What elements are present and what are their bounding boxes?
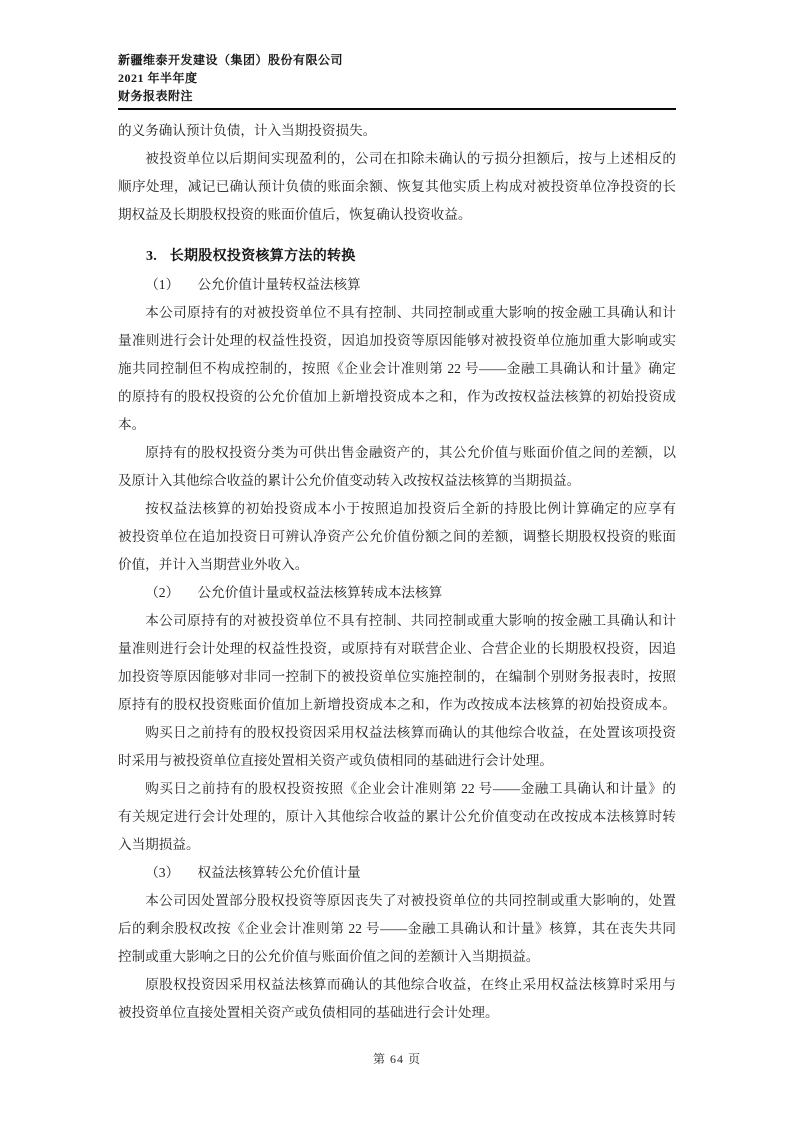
document-body <box>118 117 676 1027</box>
body-line: 施共同控制但不构成控制的，按照《企业会计准则第 22 号——金融工具确认和计量》确定 <box>118 361 676 376</box>
body-line: 入当期损益。 <box>118 837 200 852</box>
subsection-number: （1） <box>145 277 180 292</box>
body-line: 有关规定进行会计处理的，原计入其他综合收益的累计公允价值变动在改按成本法核算时转 <box>118 809 676 824</box>
header-divider-line <box>118 108 676 110</box>
body-line: 加投资等原因能够对非同一控制下的被投资单位实施控制的，在编制个别财务报表时，按照 <box>118 669 676 684</box>
subsection-title: 公允价值计量或权益法核算转成本法核算 <box>197 585 443 600</box>
body-line: 控制或重大影响之日的公允价值与账面价值之间的差额计入当期损益。 <box>118 949 540 964</box>
body-line: 量准则进行会计处理的权益性投资，或原持有对联营企业、合营企业的长期股权投资，因追 <box>118 641 676 656</box>
body-line: 的原持有的股权投资的公允价值加上新增投资成本之和，作为改按权益法核算的初始投资成 <box>118 389 676 404</box>
subsection-number: （2） <box>145 585 180 600</box>
body-line: 量准则进行会计处理的权益性投资，因追加投资等原因能够对被投资单位施加重大影响或实 <box>118 333 676 348</box>
section-heading <box>118 243 676 271</box>
body-line: 本公司原持有的对被投资单位不具有控制、共同控制或重大影响的按金融工具确认和计 <box>145 305 676 320</box>
body-line: 按权益法核算的初始投资成本小于按照追加投资后全新的持股比例计算确定的应享有 <box>145 501 676 516</box>
body-line: 原持有的股权投资分类为可供出售金融资产的，其公允价值与账面价值之间的差额，以 <box>145 445 676 460</box>
body-line: 原股权投资因采用权益法核算而确认的其他综合收益，在终止采用权益法核算时采用与 <box>145 977 676 992</box>
body-line: 被投资单位以后期间实现盈利的，公司在扣除未确认的亏损分担额后，按与上述相反的 <box>145 151 676 166</box>
body-line: 购买日之前持有的股权投资按照《企业会计准则第 22 号——金融工具确认和计量》的 <box>145 781 676 796</box>
body-line: 及原计入其他综合收益的累计公允价值变动转入改按权益法核算的当期损益。 <box>118 473 581 488</box>
body-line: 本。 <box>118 417 146 432</box>
body-line: 价值，并计入当期营业外收入。 <box>118 557 309 572</box>
body-line: 期权益及长期股权投资的账面价值后，恢复确认投资收益。 <box>118 207 472 222</box>
subsection-title: 公允价值计量转权益法核算 <box>197 277 361 292</box>
subsection-heading <box>118 271 676 299</box>
header-doc-title: 财务报表附注 <box>118 89 194 103</box>
section-number: 3. <box>146 249 158 264</box>
body-line: 被投资单位直接处置相关资产或负债相同的基础进行会计处理。 <box>118 1005 499 1020</box>
body-line: 本公司因处置部分股权投资等原因丧失了对被投资单位的共同控制或重大影响的，处置 <box>145 893 676 908</box>
page-number: 第 64 页 <box>372 1052 421 1066</box>
body-line: 的义务确认预计负债，计入当期投资损失。 <box>118 123 377 138</box>
body-line: 被投资单位在追加投资日可辨认净资产公允价值份额之间的差额，调整长期股权投资的账面 <box>118 529 676 544</box>
body-line: 时采用与被投资单位直接处置相关资产或负债相同的基础进行会计处理。 <box>118 753 553 768</box>
subsection-heading <box>118 579 676 607</box>
subsection-heading <box>118 859 676 887</box>
body-line: 原持有的股权投资账面价值加上新增投资成本之和，作为改按成本法核算的初始投资成本。 <box>118 697 676 712</box>
body-line: 顺序处理，减记已确认预计负债的账面余额、恢复其他实质上构成对被投资单位净投资的长 <box>118 179 676 194</box>
body-line: 本公司原持有的对被投资单位不具有控制、共同控制或重大影响的按金融工具确认和计 <box>145 613 676 628</box>
header-report-period: 2021 年半年度 <box>118 71 198 85</box>
body-line: 购买日之前持有的股权投资因采用权益法核算而确认的其他综合收益，在处置该项投资 <box>145 725 676 740</box>
body-line: 后的剩余股权改按《企业会计准则第 22 号——金融工具确认和计量》核算，其在丧失共同 <box>118 921 676 936</box>
page-header <box>118 51 676 105</box>
page-footer <box>0 1050 794 1067</box>
section-title: 长期股权投资核算方法的转换 <box>169 249 356 264</box>
subsection-number: （3） <box>145 865 180 880</box>
header-company-name: 新疆维泰开发建设（集团）股份有限公司 <box>118 53 344 67</box>
subsection-title: 权益法核算转公允价值计量 <box>197 865 361 880</box>
